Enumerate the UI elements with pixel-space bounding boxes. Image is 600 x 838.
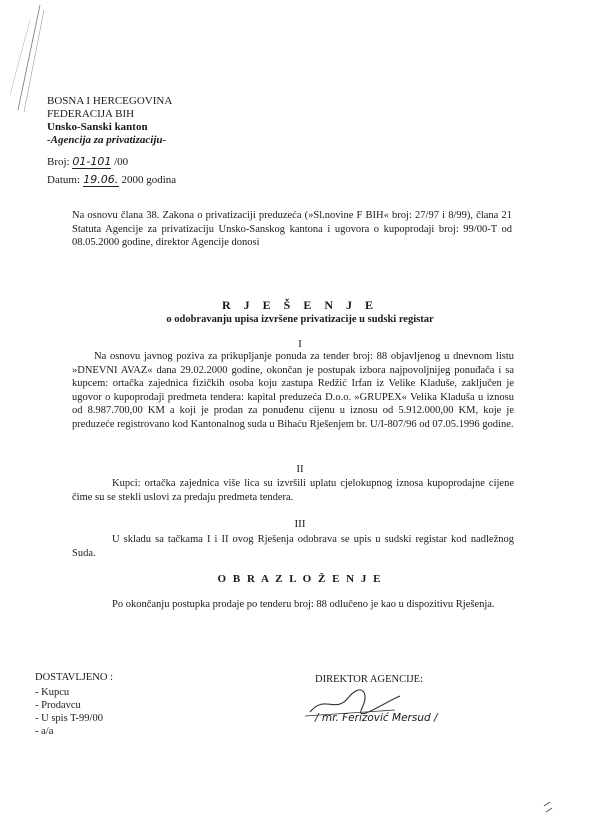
header-agency: -Agencija za privatizaciju- — [47, 134, 167, 146]
section-text-2: Kupci: ortačka zajednica više lica su izvršili uplatu cjelokupnog iznosa kupoprodajne cijene čime su se stekli uslovi za predaju predmeta tendera. — [72, 478, 514, 503]
broj-value: 01-101 — [72, 155, 112, 168]
datum-value: 19.06. — [83, 173, 119, 186]
distribution-item: - a/a — [35, 725, 113, 738]
section-numeral-3: III — [294, 518, 306, 530]
distribution-item: - U spis T-99/00 — [35, 712, 113, 725]
scan-artifact-marks — [540, 800, 560, 820]
reasoning-text: Po okončanju postupka prodaje po tenderu broj: 88 odlučeno je kao u dispozitivu Rješenja. — [112, 599, 495, 610]
intro-paragraph: Na osnovu člana 38. Zakona o privatizaciji preduzeća (»Sl.novine F BIH« broj: 27/97 i 8/99), člana 21 Statuta Agencije za privatizaciju Unsko-Sanskog kantona i ugovora o kupoprodaji broj: 99/00-T od 08.05.2000 godine, direktor Agencije donosi — [72, 210, 512, 248]
section-numeral-1: I — [298, 338, 302, 350]
datum-label: Datum: — [47, 174, 80, 186]
datum-suffix: 2000 godina — [121, 174, 177, 186]
header-country: BOSNA I HERCEGOVINA — [47, 95, 173, 107]
distribution-item: - Kupcu — [35, 686, 113, 699]
section-numeral-2: II — [296, 463, 304, 475]
section-text-1: Na osnovu javnog poziva za prikupljanje ponuda za tender broj: 88 objavljenog u dnevnom listu »DNEVNI AVAZ« dana 29.02.2000 godine, okončan je postupak izbora najpovoljnijeg ponuđača i sa kupcem: ortačka zajednica fizičkih osoba koju zastupa Redžić Irfan iz Velike Kladuše, zaključen je ugovor o kupoprodaji predmeta tendera: kapital preduzeća D.o.o. »GRUPEX« Velika Kladuša u iznosu od 8.987.700,00 KM a koji je prodan za ponuđenu cijenu u iznosu od 5.912.000,00 KM, koje je preduzeće registrovano kod Kantonalnog suda u Bihaću Rješenjem br. U/I-807/96 od 07.05.1996 godine. — [72, 351, 514, 430]
distribution-label: DOSTAVLJENO : — [35, 672, 114, 683]
document-title: R J E Š E N J E — [221, 298, 379, 312]
header-canton: Unsko-Sanski kanton — [47, 121, 148, 133]
broj-label: Broj: — [47, 156, 70, 168]
reference-number — [47, 155, 128, 169]
reference-date — [47, 173, 176, 187]
document-subtitle: o odobravanju upisa izvršene privatizacije u sudski registar — [166, 314, 434, 325]
document-header — [47, 95, 172, 147]
distribution-block — [35, 671, 113, 738]
reasoning-title: O B R A Z L O Ž E N J E — [217, 573, 383, 585]
signature-title: DIREKTOR AGENCIJE: — [315, 674, 424, 685]
distribution-item: - Prodavcu — [35, 699, 113, 712]
header-federation: FEDERACIJA BIH — [47, 108, 135, 120]
signature-name: / mr. Ferizović Mersud / — [315, 712, 438, 724]
broj-suffix: /00 — [114, 156, 129, 168]
section-text-3: U skladu sa tačkama I i II ovog Rješenja odobrava se upis u sudski registar kod nadležnog Suda. — [72, 534, 514, 559]
